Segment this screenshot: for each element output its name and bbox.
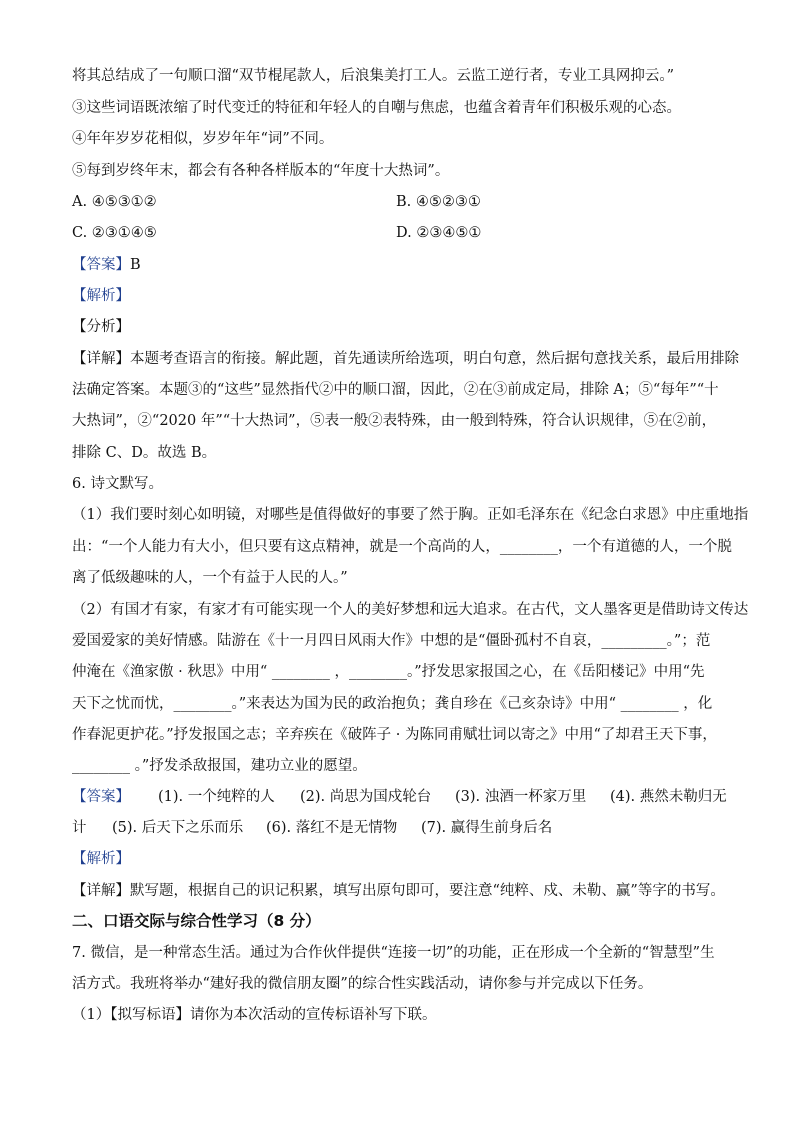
- q5-detail-line-2: 法确定答案。本题③的“这些”显然指代②中的顺口溜，因此，②在③前成定局，排除 A；⑤“每年”“十: [72, 382, 719, 398]
- q5-answer-line: [72, 255, 722, 275]
- q7-line-2: 活方式。我班将举办“建好我的微信朋友圈”的综合性实践活动，请你参与并完成以下任务。: [72, 976, 653, 992]
- q6-title: 6. 诗文默写。: [72, 476, 163, 492]
- q5-jiexi-tag: 【解析】: [72, 288, 130, 304]
- q6-answer-3: (3). 浊酒一杯家万里: [455, 789, 587, 805]
- q6-answer-1: (1). 一个纯粹的人: [158, 789, 275, 805]
- q6-detail-line: [72, 881, 725, 901]
- q6-answer-4-cont: 计: [72, 820, 87, 836]
- q6-p2-line-5: 作春泥更护花。”抒发报国之志；辛弃疾在《破阵子 · 为陈同甫赋壮词以寄之》中用“了却君王天下事，: [72, 727, 717, 743]
- q5-sentence-3: ③这些词语既浓缩了时代变迁的特征和年轻人的自嘲与焦虑，也蕴含着青年们积极乐观的心态。: [72, 100, 681, 116]
- option-c: C. ②③①④⑤: [72, 225, 157, 241]
- q5-stem-tail: 将其总结成了一句顺口溜“双节棍尾款人，后浪集美打工人。云监工逆行者，专业工具网抑云。”: [72, 68, 675, 84]
- q6-p2-line-1: （2）有国才有家，有家才有可能实现一个人的美好梦想和远大追求。在古代，文人墨客更是借助诗文传达: [72, 602, 749, 618]
- q6-p1-line-2: 出：“一个人能力有大小，但只要有这点精神，就是一个高尚的人，________，一个有道德的人，一个脱: [72, 539, 732, 555]
- q6-p2-line-2: 爱国爱家的美好情感。陆游在《十一月四日风雨大作》中想的是“僵卧孤村不自哀，_________。”；范: [72, 633, 711, 649]
- answer-tag: 【答案】: [72, 257, 130, 273]
- q5-fenxi-tag: 【分析】: [72, 319, 130, 335]
- q5-sentence-4: ④年年岁岁花相似，岁岁年年“词”不同。: [72, 131, 334, 147]
- q6-p1-line-3: 离了低级趣味的人，一个有益于人民的人。”: [72, 570, 348, 586]
- q6-p2-line-6: ________ 。”抒发杀敌报国，建功立业的愿望。: [72, 758, 367, 774]
- q6-answer-tag: 【答案】: [72, 789, 130, 805]
- section-2-title: 二、口语交际与综合性学习（8 分）: [72, 912, 321, 930]
- q5-sentence-5: ⑤每到岁终年末，都会有各种各样版本的“年度十大热词”。: [72, 163, 450, 179]
- option-a: A. ④⑤③①②: [72, 194, 157, 210]
- answer-value: B: [130, 257, 141, 273]
- q6-answer-7: (7). 赢得生前身后名: [421, 820, 553, 836]
- q5-detail-line-4: 排除 C、D。故选 B。: [72, 445, 217, 461]
- detail-tag: 【详解】: [72, 883, 130, 899]
- q6-answer-2: (2). 尚思为国戍轮台: [300, 789, 432, 805]
- detail-tag: 【详解】: [72, 351, 130, 367]
- q6-answer-6: (6). 落红不是无情物: [266, 820, 398, 836]
- q6-answer-4: (4). 燕然未勒归无: [610, 789, 727, 805]
- q6-p2-line-4: 天下之忧而忧，________。”来表达为国为民的政治抱负；龚自珍在《己亥杂诗》中用“ ________ ，化: [72, 696, 713, 712]
- q6-answer-5: (5). 后天下之乐而乐: [112, 820, 244, 836]
- q6-p2-line-3: 仲淹在《渔家傲 · 秋思》中用“ ________ ，________。”抒发思家报国之心，在《岳阳楼记》中用“先: [72, 664, 705, 680]
- detail-text: 默写题，根据自己的识记积累，填写出原句即可，要注意“纯粹、戍、未勒、赢”等字的书写。: [130, 883, 725, 899]
- q7-line-3: （1）【拟写标语】请你为本次活动的宣传标语补写下联。: [72, 1007, 437, 1023]
- option-b: B. ④⑤②③①: [396, 194, 481, 210]
- q7-line-1: 7. 微信，是一种常态生活。通过为合作伙伴提供“连接一切”的功能，正在形成一个全新的“智慧型”生: [72, 945, 715, 961]
- q6-jiexi-tag: 【解析】: [72, 851, 130, 867]
- q6-p1-line-1: （1）我们要时刻心如明镜，对哪些是值得做好的事要了然于胸。正如毛泽东在《纪念白求恩》中庄重地指: [72, 507, 749, 523]
- q5-detail-line-1: [72, 349, 739, 369]
- detail-text: 本题考查语言的衔接。解此题，首先通读所给选项，明白句意，然后据句意找关系，最后用排除: [130, 351, 739, 367]
- option-d: D. ②③④⑤①: [396, 225, 482, 241]
- q5-detail-line-3: 大热词”，②“2020 年”“十大热词”，⑤表一般②表特殊，由一般到特殊，符合认识规律，⑤在②前，: [72, 413, 717, 429]
